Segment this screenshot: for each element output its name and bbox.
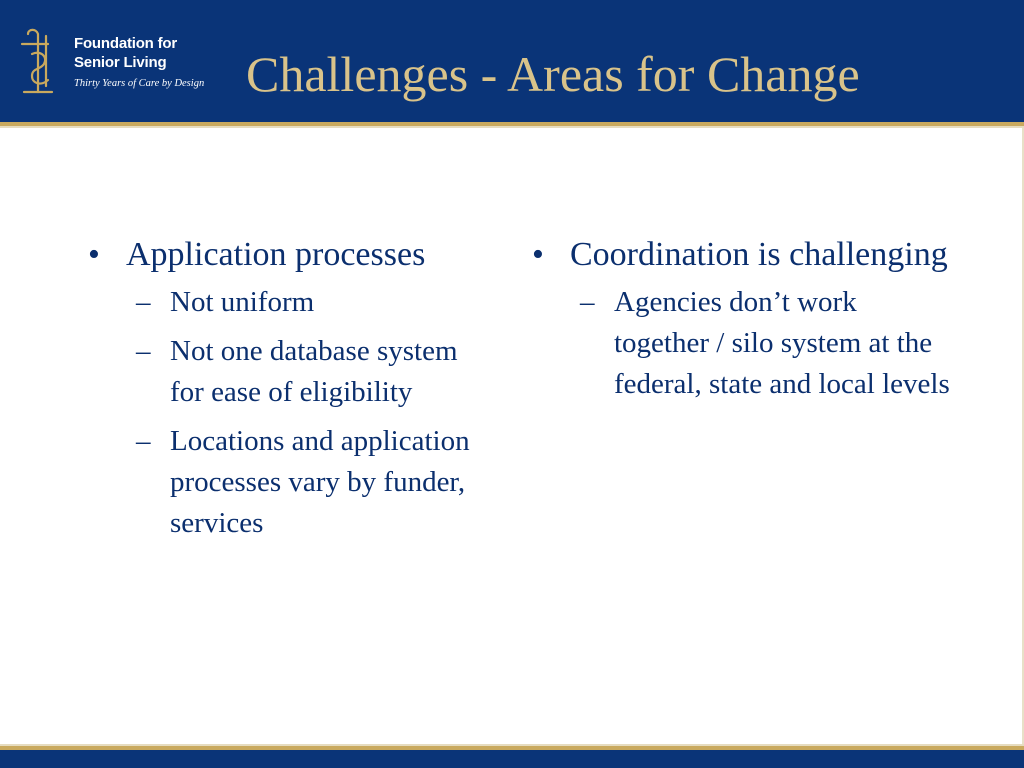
sub-bullet-text: Locations and application processes vary by funder, services	[170, 425, 470, 539]
header-divider-light	[0, 126, 1024, 128]
sub-bullet-list	[528, 282, 958, 405]
dash-mark: –	[136, 335, 151, 367]
foundation-logo-icon	[18, 26, 58, 98]
sub-bullet-item	[580, 282, 958, 405]
sub-bullet-text: Not one database system for ease of eligibility	[170, 335, 458, 408]
left-column	[84, 232, 494, 552]
dash-mark: –	[580, 286, 595, 318]
bullet-mark: •	[532, 236, 544, 273]
sub-bullet-item	[136, 282, 494, 323]
logo-wordmark	[74, 34, 234, 90]
dash-mark: –	[136, 286, 151, 318]
logo-tagline: Thirty Years of Care by Design	[74, 78, 205, 89]
header-bar	[0, 0, 1024, 122]
bullet-item	[84, 232, 494, 278]
sub-bullet-list	[84, 282, 494, 544]
dash-mark: –	[136, 425, 151, 457]
sub-bullet-text: Agencies don’t work together / silo system at the federal, state and local levels	[614, 286, 950, 400]
logo-line-1: Foundation for	[74, 35, 178, 52]
bullet-heading: Application processes	[126, 236, 426, 273]
bullet-mark: •	[88, 236, 100, 273]
bullet-heading: Coordination is challenging	[570, 236, 948, 273]
footer-bar	[0, 750, 1024, 768]
sub-bullet-item	[136, 331, 494, 413]
sub-bullet-text: Not uniform	[170, 286, 315, 318]
right-column	[528, 232, 958, 413]
slide-title: Challenges - Areas for Change	[246, 46, 860, 102]
logo-line-2: Senior Living	[74, 54, 167, 71]
bullet-item	[528, 232, 958, 278]
sub-bullet-item	[136, 421, 494, 544]
